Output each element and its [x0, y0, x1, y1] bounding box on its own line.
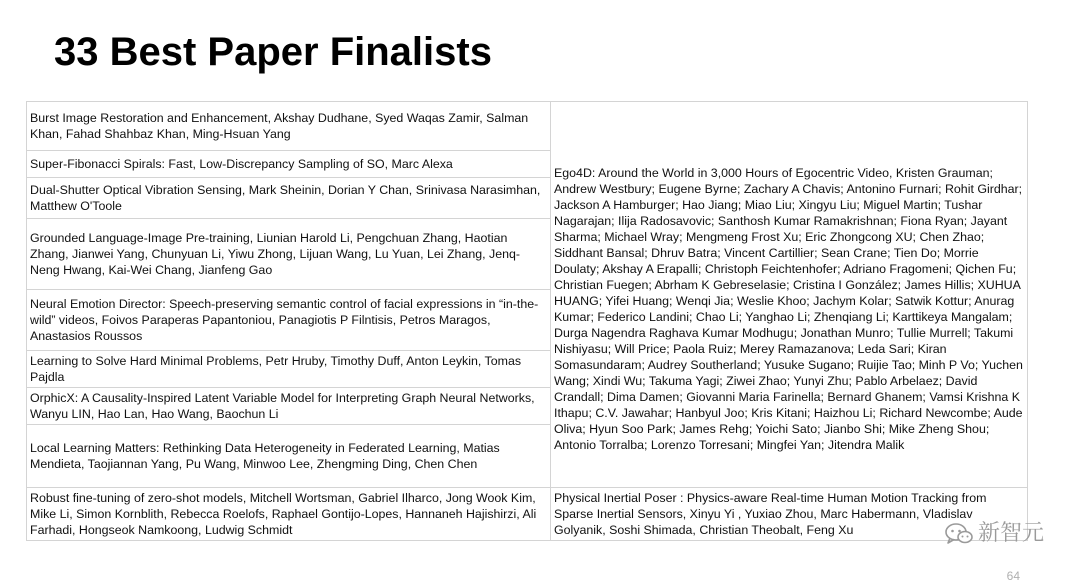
slide-title: 33 Best Paper Finalists — [54, 30, 492, 74]
paper-cell: OrphicX: A Causality-Inspired Latent Variable Model for Interpreting Graph Neural Networks, Wanyu LIN, Hao Lan, Hao Wang, Baochun Li — [27, 388, 551, 425]
wechat-icon — [944, 521, 974, 547]
watermark — [944, 521, 1044, 547]
paper-cell-ego4d: Ego4D: Around the World in 3,000 Hours of Egocentric Video, Kristen Grauman; Andrew Westbury; Eugene Byrne; Zachary A Chavis; Antonino Furnari; Rohit Girdhar; Jackson A Hamburger; Hao Jiang; Miao Liu; Xingyu Liu; Miguel Martin; Tushar Nagarajan; Ilija Radosavovic; Santhosh Kumar Ramakrishnan; Fiona Ryan; Jayant Sharma; Michael Wray; Mengmeng Frost Xu; Eric Zhongcong XU; Chen Zhao; Siddhant Bansal; Dhruv Batra; Vincent Cartillier; Sean Crane; Tien Do; Morrie Doulaty; Akshay A Erapalli; Christoph Feichtenhofer; Adriano Fragomeni; Qichen Fu; Christian Fuegen; Abrham K Gebreselasie; Cristina I González; James Hillis; XUHUA HUANG; Yifei Huang; Wenqi Jia; Weslie Khoo; Jachym Kolar; Satwik Kottur; Anurag Kumar; Federico Landini; Chao Li; Yanghao Li; Zhenqiang Li; Karttikeya Mangalam; Durga Nagendra Raghava Kumar Modhugu; Jonathan Munro; Tullie Murrell; Takumi Nishiyasu; Will Price; Paola Ruiz; Merey Ramazanova; Leda Sari; Kiran Somasundaram; Audrey Southerland; Yusuke Sugano; Ruijie Tao; Minh P Vo; Yuchen Wang; Xindi Wu; Takuma Yagi; Ziwei Zhao; Yunyi Zhu; Pablo Arbelaez; David Crandall; Dima Damen; Giovanni Maria Farinella; Bernard Ghanem; Vamsi Krishna K Ithapu; C.V. Jawahar; Hanbyul Joo; Kris Kitani; Haizhou Li; Richard Newcombe; Aude Oliva; Hyun Soo Park; James Rehg; Yoichi Sato; Jianbo Shi; Mike Zheng Shou; Antonio Torralba; Lorenzo Torresani; Mingfei Yan; Jitendra Malik — [551, 102, 1028, 488]
paper-cell: Super-Fibonacci Spirals: Fast, Low-Discrepancy Sampling of SO, Marc Alexa — [27, 151, 551, 178]
table-row — [27, 102, 1028, 151]
paper-cell: Neural Emotion Director: Speech-preserving semantic control of facial expressions in “in-the-wild” videos, Foivos Paraperas Papantoniou, Panagiotis P Filntisis, Petros Maragos, Anastasios Roussos — [27, 290, 551, 351]
table-row — [27, 488, 1028, 541]
paper-cell: Dual-Shutter Optical Vibration Sensing, Mark Sheinin, Dorian Y Chan, Srinivasa Narasimhan, Matthew O'Toole — [27, 178, 551, 219]
finalists-table — [26, 101, 1028, 541]
paper-cell: Local Learning Matters: Rethinking Data Heterogeneity in Federated Learning, Matias Mendieta, Taojiannan Yang, Pu Wang, Minwoo Lee, Zhengming Ding, Chen Chen — [27, 425, 551, 488]
paper-cell: Learning to Solve Hard Minimal Problems, Petr Hruby, Timothy Duff, Anton Leykin, Tomas Pajdla — [27, 351, 551, 388]
page-number: 64 — [1006, 569, 1020, 583]
paper-cell: Burst Image Restoration and Enhancement, Akshay Dudhane, Syed Waqas Zamir, Salman Khan, Fahad Shahbaz Khan, Ming-Hsuan Yang — [27, 102, 551, 151]
paper-cell-pip: Physical Inertial Poser : Physics-aware Real-time Human Motion Tracking from Sparse Inertial Sensors, Xinyu Yi , Yuxiao Zhou, Marc Habermann, Vladislav Golyanik, Soshi Shimada, Christian Theobalt, Feng Xu — [551, 488, 1028, 541]
paper-cell: Grounded Language-Image Pre-training, Liunian Harold Li, Pengchuan Zhang, Haotian Zhang, Jianwei Yang, Chunyuan Li, Yiwu Zhong, Lijuan Wang, Lu Yuan, Lei Zhang, Jenq-Neng Hwang, Kai-Wei Chang, Jianfeng Gao — [27, 219, 551, 290]
watermark-text: 新智元 — [977, 521, 1044, 546]
paper-cell: Robust fine-tuning of zero-shot models, Mitchell Wortsman, Gabriel Ilharco, Jong Wook Kim, Mike Li, Simon Kornblith, Rebecca Roelofs, Raphael Gontijo-Lopes, Hannaneh Hajishirzi, Ali Farhadi, Hongseok Namkoong, Ludwig Schmidt — [27, 488, 551, 541]
